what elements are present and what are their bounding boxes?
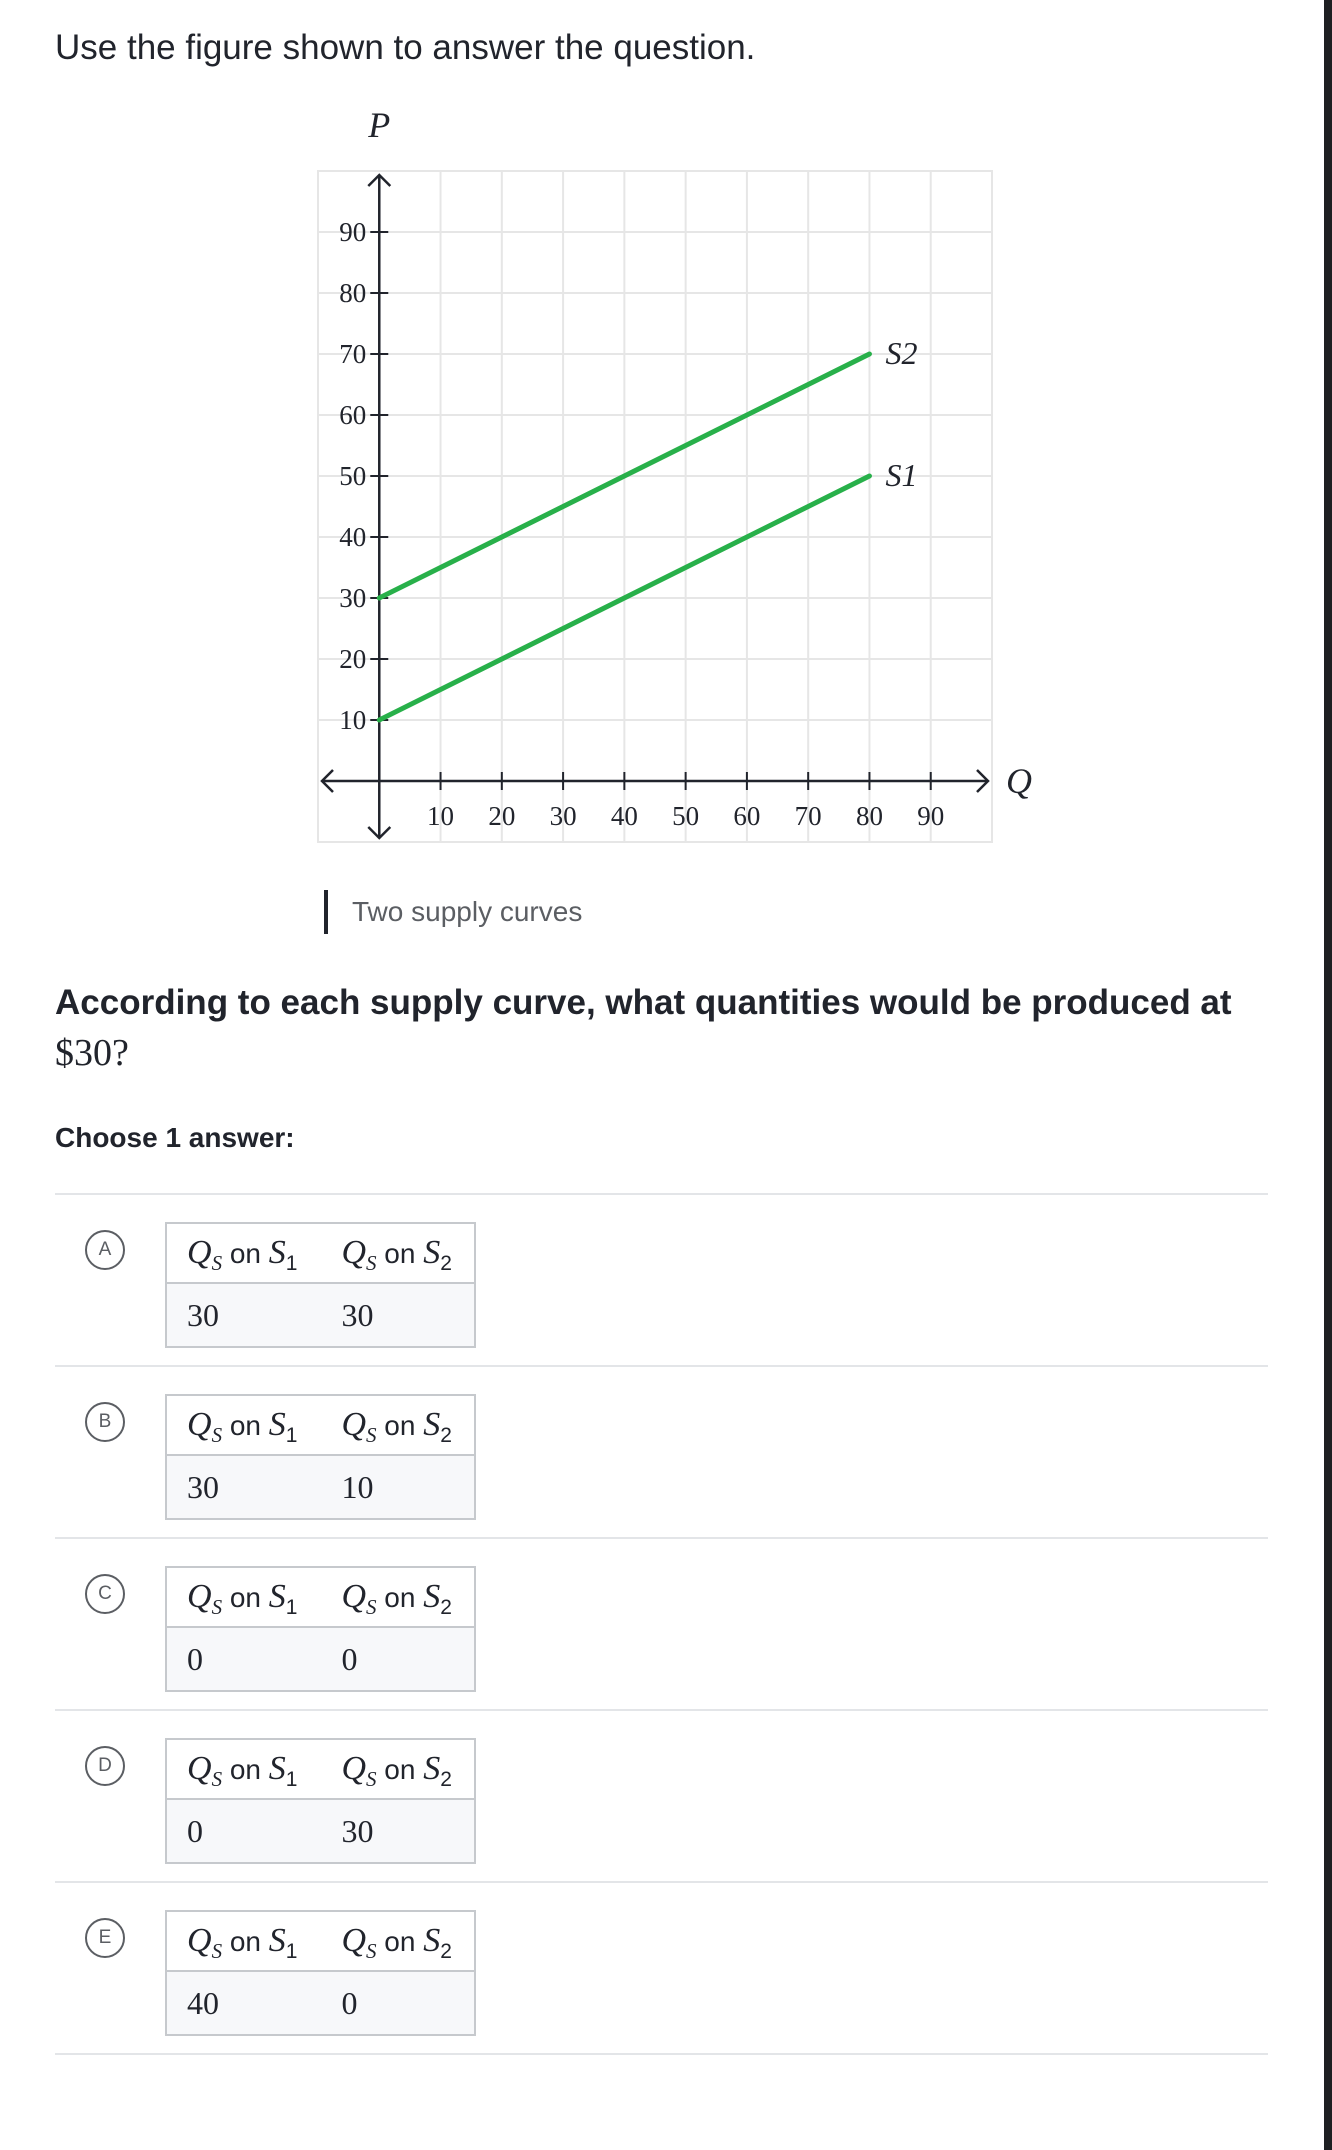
x-tick-label: 40	[610, 801, 638, 831]
header-qs-on-s1: $Q_S$ on $S_1$	[166, 1567, 317, 1627]
x-tick-label: 10	[427, 801, 455, 831]
value-s2-d: 30	[317, 1799, 474, 1863]
value-s1-e: 40	[166, 1971, 317, 2035]
y-tick-label: 80	[339, 278, 367, 308]
y-tick-label: 20	[339, 644, 367, 674]
x-tick-label: 70	[794, 801, 822, 831]
choice-c[interactable]	[55, 1539, 1268, 1711]
answer-table-c	[165, 1566, 476, 1692]
x-tick-label: 30	[549, 801, 577, 831]
answer-table-a	[165, 1222, 476, 1348]
question-text	[55, 978, 1275, 1079]
choose-instruction: Choose 1 answer:	[55, 1122, 295, 1153]
x-tick-label: 80	[855, 801, 883, 831]
supply-figure	[300, 105, 1032, 850]
y-axis-label: P	[368, 105, 391, 145]
header-qs-on-s1: $Q_S$ on $S_1$	[166, 1395, 317, 1455]
x-axis-label: Q	[1006, 761, 1032, 801]
header-qs-on-s1: $Q_S$ on $S_1$	[166, 1739, 317, 1799]
right-edge-bar	[1324, 0, 1332, 2150]
series-label-s2: S2	[885, 335, 918, 371]
value-s1-b: 30	[166, 1455, 317, 1519]
header-qs-on-s2: $Q_S$ on $S_2$	[317, 1567, 474, 1627]
y-tick-label: 60	[339, 400, 367, 430]
y-tick-label: 40	[339, 522, 367, 552]
header-qs-on-s2: $Q_S$ on $S_2$	[317, 1395, 474, 1455]
header-qs-on-s1: $Q_S$ on $S_1$	[166, 1911, 317, 1971]
header-qs-on-s2: $Q_S$ on $S_2$	[317, 1911, 474, 1971]
y-tick-label: 30	[339, 583, 367, 613]
answer-table-d	[165, 1738, 476, 1864]
answer-table-e	[165, 1910, 476, 2036]
y-tick-label: 10	[339, 705, 367, 735]
value-s1-a: 30	[166, 1283, 317, 1347]
value-s2-c: 0	[317, 1627, 474, 1691]
choice-list	[55, 1193, 1268, 2055]
supply-chart	[300, 105, 1032, 850]
question-body: According to each supply curve, what quantities would be produced at	[55, 983, 1232, 1022]
header-qs-on-s2: $Q_S$ on $S_2$	[317, 1223, 474, 1283]
y-tick-label: 70	[339, 339, 367, 369]
header-qs-on-s2: $Q_S$ on $S_2$	[317, 1739, 474, 1799]
y-tick-label: 50	[339, 461, 367, 491]
value-s2-e: 0	[317, 1971, 474, 2035]
y-tick-label: 90	[339, 217, 367, 247]
choice-a[interactable]	[55, 1195, 1268, 1367]
choice-letter-a[interactable]: A	[85, 1230, 125, 1270]
value-s1-c: 0	[166, 1627, 317, 1691]
x-tick-label: 60	[733, 801, 761, 831]
choice-letter-e[interactable]: E	[85, 1918, 125, 1958]
choice-letter-c[interactable]: C	[85, 1574, 125, 1614]
series-label-s1: S1	[885, 457, 918, 493]
x-tick-label: 90	[917, 801, 945, 831]
header-qs-on-s1: $Q_S$ on $S_1$	[166, 1223, 317, 1283]
choice-d[interactable]	[55, 1711, 1268, 1883]
choice-letter-b[interactable]: B	[85, 1402, 125, 1442]
plot-frame	[318, 171, 992, 842]
answer-table-b	[165, 1394, 476, 1520]
x-tick-label: 50	[672, 801, 700, 831]
choice-e[interactable]	[55, 1883, 1268, 2055]
choice-b[interactable]	[55, 1367, 1268, 1539]
figure-caption: Two supply curves	[324, 890, 582, 934]
value-s2-b: 10	[317, 1455, 474, 1519]
x-tick-label: 20	[488, 801, 516, 831]
value-s2-a: 30	[317, 1283, 474, 1347]
value-s1-d: 0	[166, 1799, 317, 1863]
prompt-text: Use the figure shown to answer the question.	[55, 28, 756, 67]
choice-letter-d[interactable]: D	[85, 1746, 125, 1786]
question-amount: $30?	[55, 1032, 129, 1074]
